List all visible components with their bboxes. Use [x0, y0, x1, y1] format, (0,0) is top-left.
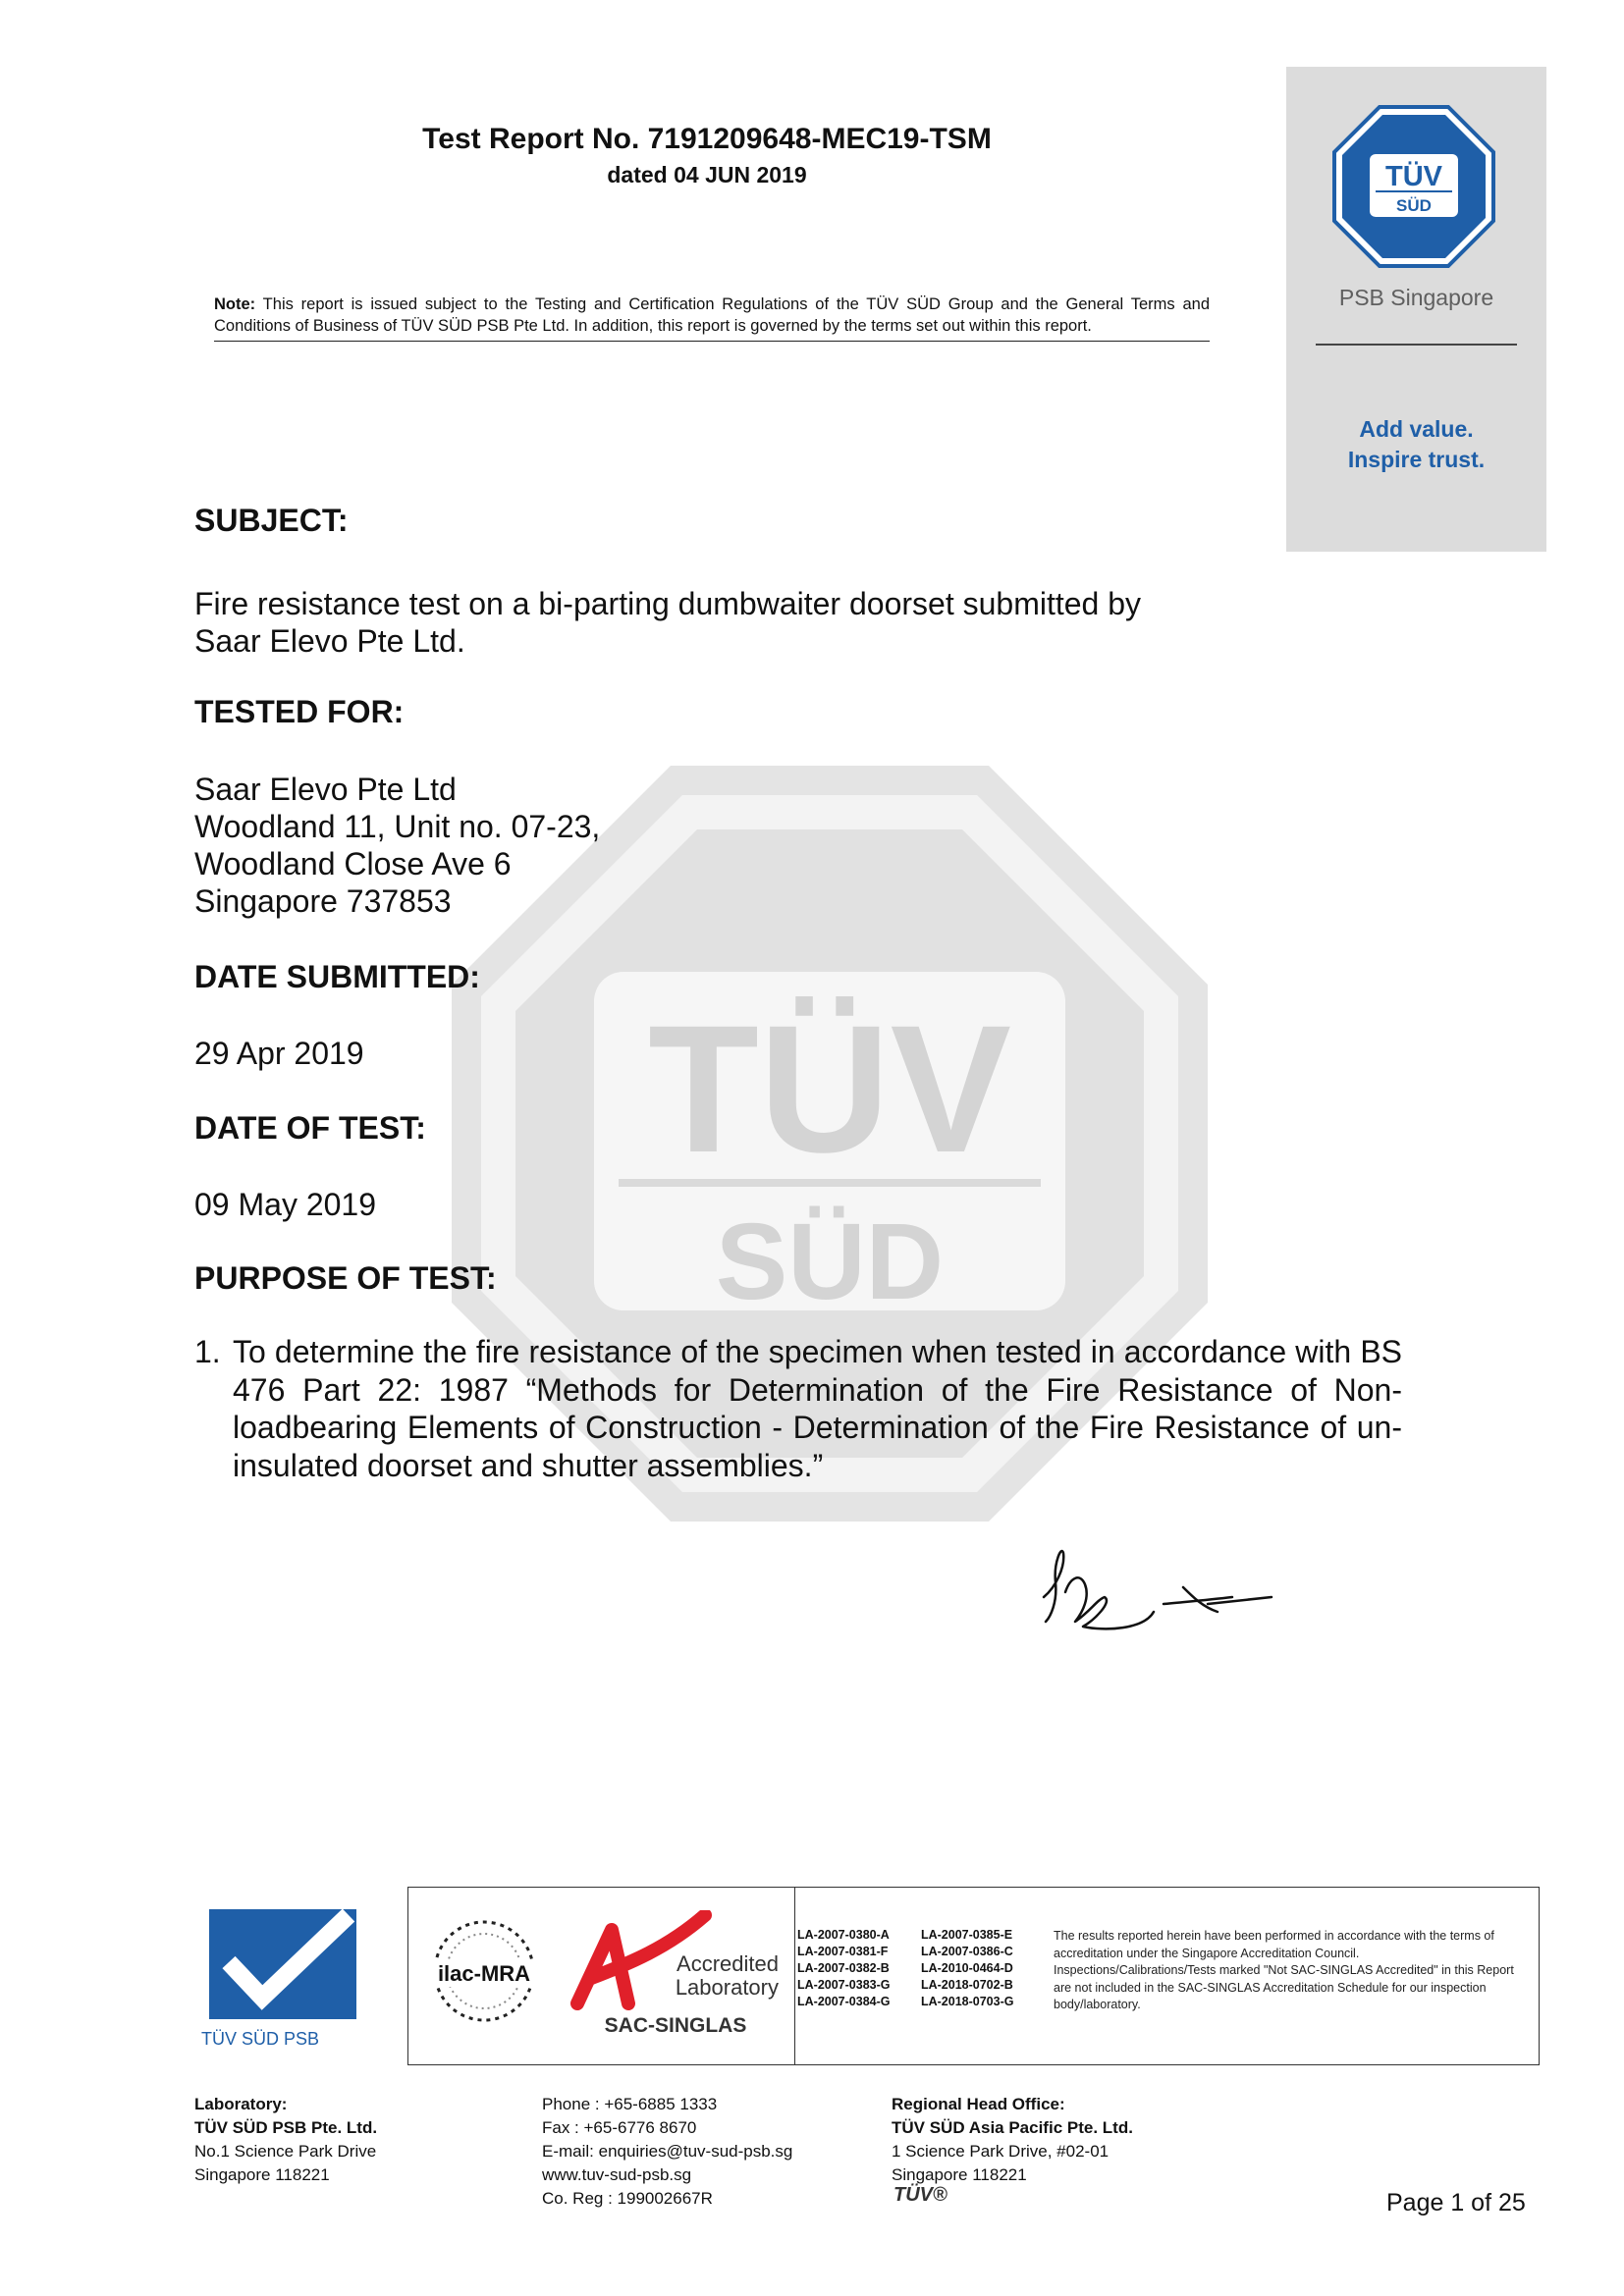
- footer-head-office: [892, 2093, 1133, 2187]
- tuv-trademark: TÜV®: [893, 2184, 947, 2206]
- logo-sud-text: SÜD: [1396, 196, 1432, 215]
- page-number: Page 1 of 25: [1386, 2189, 1526, 2216]
- watermark-tuv-text: TÜV: [648, 988, 1011, 1191]
- lab-label: Laboratory:: [194, 2095, 288, 2113]
- box-divider: [794, 1888, 795, 2064]
- brand-divider: [1316, 344, 1517, 346]
- lab-address-2: Singapore 118221: [194, 2165, 330, 2184]
- sac-laboratory-text: Laboratory: [675, 1975, 779, 2000]
- signature: [1036, 1543, 1281, 1636]
- address-line: Woodland Close Ave 6: [194, 846, 512, 881]
- tested-for-heading: TESTED FOR:: [194, 694, 405, 729]
- tuv-sud-logo: [1330, 103, 1497, 270]
- accreditation-code: LA-2018-0703-G: [920, 1995, 1014, 2008]
- note-label: Note:: [214, 295, 256, 313]
- footer-contact: [542, 2093, 792, 2211]
- report-title: Test Report No. 7191209648-MEC19-TSM: [422, 123, 992, 155]
- purpose-item: [194, 1333, 1402, 1484]
- office-address-1: 1 Science Park Drive, #02-01: [892, 2142, 1110, 2161]
- slogan-line-1: Add value.: [1359, 416, 1474, 442]
- date-of-test-value: 09 May 2019: [194, 1187, 377, 1222]
- subject-line-1: Fire resistance test on a bi-parting dumbwaiter doorset submitted by: [194, 586, 1142, 621]
- date-submitted-value: 29 Apr 2019: [194, 1036, 364, 1071]
- lab-name: TÜV SÜD PSB Pte. Ltd.: [194, 2118, 378, 2137]
- accreditation-code: LA-2007-0384-G: [797, 1995, 891, 2008]
- accreditation-codes: [797, 1927, 1041, 2010]
- date-submitted-heading: DATE SUBMITTED:: [194, 959, 480, 994]
- report-note: [214, 294, 1210, 342]
- sac-singlas-logo: [568, 1910, 782, 2044]
- subject-line-2: Saar Elevo Pte Ltd.: [194, 623, 465, 659]
- brand-region: PSB Singapore: [1338, 285, 1494, 310]
- report-date: dated 04 JUN 2019: [607, 162, 807, 187]
- sac-accredited-text: Accredited: [677, 1951, 779, 1976]
- tuv-sud-psb-logo: [201, 1901, 388, 2049]
- brand-slogan: [1286, 414, 1546, 475]
- website-link[interactable]: www.tuv-sud-psb.sg: [542, 2165, 692, 2184]
- accreditation-code: LA-2007-0386-C: [920, 1945, 1013, 1958]
- accreditation-code: LA-2018-0702-B: [920, 1978, 1013, 1992]
- accreditation-code: LA-2007-0380-A: [797, 1928, 890, 1942]
- accreditation-code: LA-2010-0464-D: [920, 1961, 1013, 1975]
- office-name: TÜV SÜD Asia Pacific Pte. Ltd.: [892, 2118, 1133, 2137]
- accreditation-code: LA-2007-0383-G: [797, 1978, 891, 1992]
- accreditation-code: LA-2007-0381-F: [797, 1945, 889, 1958]
- accreditation-code: LA-2007-0385-E: [920, 1928, 1013, 1942]
- address-line: Saar Elevo Pte Ltd: [194, 772, 457, 807]
- office-address-2: Singapore 118221: [892, 2165, 1027, 2184]
- note-text: This report is issued subject to the Testing and Certification Regulations of the TÜV SÜD Group and the General Terms and Conditions of Business of TÜV SÜD PSB Pte Ltd. In addition, this report is governed by the terms set out within this report.: [214, 295, 1210, 335]
- subject-text: [194, 585, 1141, 660]
- lab-address-1: No.1 Science Park Drive: [194, 2142, 377, 2161]
- accreditation-codes-col-1: [797, 1927, 891, 2010]
- date-of-test-heading: DATE OF TEST:: [194, 1110, 426, 1146]
- fax-number: Fax : +65-6776 8670: [542, 2118, 697, 2137]
- subject-heading: SUBJECT:: [194, 503, 349, 538]
- address-line: Singapore 737853: [194, 883, 452, 919]
- ilac-text: ilac-MRA: [437, 1961, 531, 1986]
- accreditation-codes-col-2: [921, 1927, 1014, 2010]
- ilac-mra-logo: [420, 1912, 548, 2030]
- address-line: Woodland 11, Unit no. 07-23,: [194, 809, 601, 844]
- accreditation-code: LA-2007-0382-B: [797, 1961, 890, 1975]
- phone-number: Phone : +65-6885 1333: [542, 2095, 718, 2113]
- slogan-line-2: Inspire trust.: [1347, 447, 1486, 472]
- watermark-sud-text: SÜD: [715, 1201, 945, 1322]
- purpose-heading: PURPOSE OF TEST:: [194, 1260, 497, 1296]
- office-label: Regional Head Office:: [892, 2095, 1065, 2113]
- email-link[interactable]: E-mail: enquiries@tuv-sud-psb.sg: [542, 2142, 793, 2161]
- purpose-text: To determine the fire resistance of the specimen when tested in accordance with BS 476 Part 22: 1987 “Methods for Determination of the Fire Resistance of Non-loadbearing Elements of Construction - Determination of the Fire Resistance of un-insulated doorset and shutter assemblies.”: [233, 1334, 1402, 1483]
- tuv-sud-psb-label: TÜV SÜD PSB: [201, 2029, 320, 2049]
- logo-tuv-text: TÜV: [1385, 161, 1442, 192]
- accreditation-note: The results reported herein have been performed in accordance with the terms of accreditation under the Singapore Accreditation Council. Inspections/Calibrations/Tests marked "Not SAC-SINGLAS Accredited" in this Report are not included in the SAC-SINGLAS Accreditation Schedule for our inspection body/laboratory.: [1054, 1929, 1514, 2011]
- company-reg: Co. Reg : 199002667R: [542, 2189, 713, 2208]
- tested-for-address: [194, 771, 600, 920]
- purpose-number: 1.: [194, 1334, 221, 1369]
- footer-laboratory: [194, 2093, 377, 2187]
- sac-singlas-text: SAC-SINGLAS: [604, 2014, 747, 2037]
